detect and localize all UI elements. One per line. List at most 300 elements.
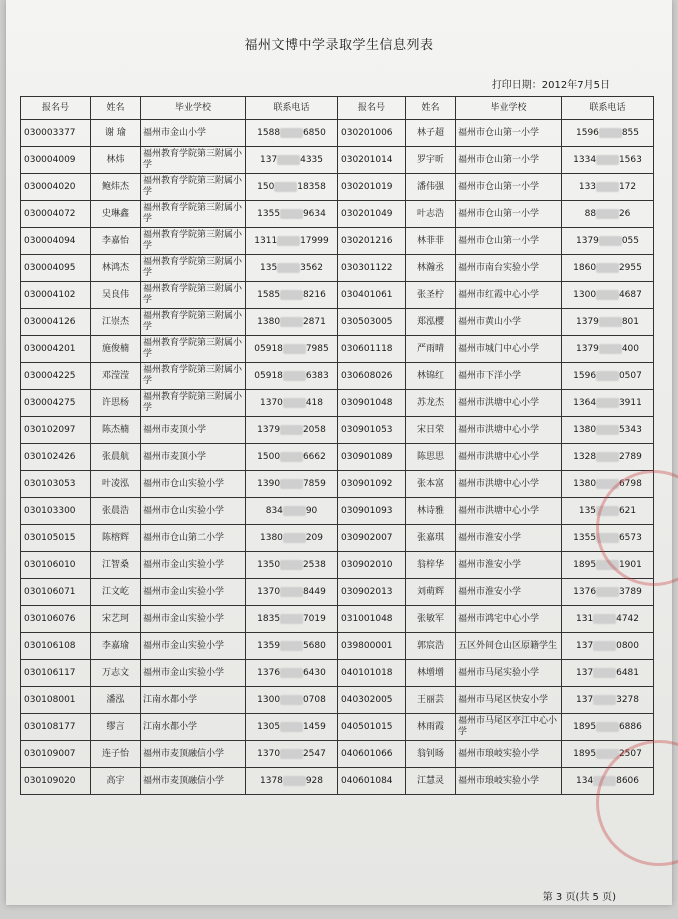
table-row <box>21 687 654 714</box>
phone-prefix: 834 <box>265 505 283 516</box>
student-name-cell: 史琳鑫 <box>91 201 141 228</box>
phone-redaction <box>596 209 619 219</box>
school-cell: 福州市仓山实验小学 <box>141 471 246 498</box>
phone-prefix: 1379 <box>576 316 599 327</box>
student-name-cell: 张晨浩 <box>91 498 141 525</box>
school-cell: 福州市马尾实验小学 <box>456 660 562 687</box>
phone-suffix: 3911 <box>618 397 642 408</box>
phone-suffix: 2507 <box>618 748 642 759</box>
phone-prefix: 133 <box>578 181 597 192</box>
phone-prefix: 1370 <box>257 586 281 597</box>
phone-cell <box>562 309 654 336</box>
school-cell: 福州市麦顶小学 <box>141 417 246 444</box>
school-cell: 福州市麦顶融信小学 <box>141 741 246 768</box>
phone-redaction <box>280 479 303 489</box>
school-cell: 福州市黄山小学 <box>456 309 562 336</box>
phone-redaction <box>280 209 303 219</box>
phone-redaction <box>280 128 303 138</box>
student-name-cell: 邓滢滢 <box>91 363 141 390</box>
student-name-cell: 陈杰楠 <box>91 417 141 444</box>
phone-cell <box>246 579 338 606</box>
table-row <box>21 606 654 633</box>
page-indicator: 第 3 页(共 5 页) <box>542 892 616 903</box>
phone-prefix: 1895 <box>573 559 597 570</box>
phone-cell <box>246 201 338 228</box>
student-name-cell: 郑泓樱 <box>406 309 456 336</box>
student-name-cell: 罗宇昕 <box>406 147 456 174</box>
student-name-cell: 江智桑 <box>91 552 141 579</box>
student-id-cell: 030901092 <box>338 471 406 498</box>
student-name-cell: 施俊楠 <box>91 336 141 363</box>
phone-suffix: 8216 <box>302 289 326 300</box>
student-id-cell: 030201019 <box>338 174 406 201</box>
phone-prefix: 1379 <box>257 424 281 435</box>
phone-prefix: 1376 <box>257 667 281 678</box>
phone-suffix: 6798 <box>618 478 642 489</box>
phone-suffix: 7019 <box>302 613 326 624</box>
student-id-cell: 030102426 <box>21 444 91 471</box>
phone-prefix: 1596 <box>576 127 599 138</box>
student-id-cell: 030902010 <box>338 552 406 579</box>
phone-suffix: 2789 <box>618 451 642 462</box>
school-cell: 福州市城门中心小学 <box>456 336 562 363</box>
phone-redaction <box>277 155 300 165</box>
phone-suffix: 1563 <box>618 154 642 165</box>
student-name-cell: 叶志浩 <box>406 201 456 228</box>
phone-redaction <box>283 371 306 381</box>
phone-redaction <box>593 695 616 705</box>
school-cell: 福州教育学院第三附属小学 <box>141 174 246 201</box>
student-id-cell: 030109007 <box>21 741 91 768</box>
phone-cell <box>246 768 338 795</box>
phone-redaction <box>596 452 619 462</box>
phone-redaction <box>280 722 303 732</box>
student-id-cell: 030004095 <box>21 255 91 282</box>
header-school: 毕业学校 <box>456 97 562 120</box>
phone-cell <box>246 147 338 174</box>
phone-suffix: 4742 <box>616 613 639 624</box>
student-name-cell: 江慧灵 <box>406 768 456 795</box>
phone-cell <box>562 336 654 363</box>
table-row <box>21 579 654 606</box>
phone-cell <box>246 687 338 714</box>
table-row <box>21 363 654 390</box>
student-name-cell: 郭宸浩 <box>406 633 456 660</box>
table-row <box>21 336 654 363</box>
phone-suffix: 4335 <box>300 154 323 165</box>
phone-cell <box>246 471 338 498</box>
phone-cell <box>562 390 654 417</box>
phone-redaction <box>283 776 306 786</box>
student-name-cell: 林子超 <box>406 120 456 147</box>
phone-prefix: 1376 <box>573 586 597 597</box>
student-name-cell: 许思杨 <box>91 390 141 417</box>
school-cell: 福州市金山实验小学 <box>141 552 246 579</box>
phone-prefix: 135 <box>578 505 597 516</box>
phone-prefix: 137 <box>260 154 278 165</box>
student-id-cell: 030901048 <box>338 390 406 417</box>
phone-prefix: 1596 <box>573 370 597 381</box>
header-phone: 联系电话 <box>246 97 338 120</box>
student-id-cell: 039800001 <box>338 633 406 660</box>
phone-cell <box>246 282 338 309</box>
school-cell: 福州市淮安小学 <box>456 525 562 552</box>
phone-redaction <box>599 344 622 354</box>
school-cell: 福州市仓山实验小学 <box>141 498 246 525</box>
phone-cell <box>246 525 338 552</box>
phone-cell <box>246 417 338 444</box>
school-cell: 福州市金山小学 <box>141 120 246 147</box>
school-cell: 福州市淮安小学 <box>456 579 562 606</box>
phone-redaction <box>596 155 619 165</box>
student-name-cell: 翁梓华 <box>406 552 456 579</box>
header-id: 报名号 <box>338 97 406 120</box>
school-cell: 福州教育学院第三附属小学 <box>141 228 246 255</box>
student-id-cell: 030003377 <box>21 120 91 147</box>
school-cell: 福州市琅岐实验小学 <box>456 741 562 768</box>
student-name-cell: 江文屹 <box>91 579 141 606</box>
phone-redaction <box>593 668 616 678</box>
student-id-cell: 030106108 <box>21 633 91 660</box>
student-id-cell: 030103300 <box>21 498 91 525</box>
phone-suffix: 0708 <box>302 694 326 705</box>
phone-prefix: 1380 <box>260 532 283 543</box>
phone-cell <box>246 552 338 579</box>
phone-cell <box>562 714 654 741</box>
school-cell: 福州教育学院第三附属小学 <box>141 282 246 309</box>
phone-prefix: 1300 <box>257 694 281 705</box>
student-name-cell: 李嘉瑜 <box>91 633 141 660</box>
table-row <box>21 660 654 687</box>
phone-prefix: 1370 <box>257 748 281 759</box>
school-cell: 福州市金山实验小学 <box>141 633 246 660</box>
student-id-cell: 030901093 <box>338 498 406 525</box>
student-name-cell: 张敏军 <box>406 606 456 633</box>
phone-suffix: 3789 <box>618 586 642 597</box>
student-name-cell: 陈思思 <box>406 444 456 471</box>
phone-prefix: 88 <box>584 208 597 219</box>
table-row <box>21 741 654 768</box>
phone-suffix: 3278 <box>616 694 639 705</box>
students-table <box>20 96 654 795</box>
table-row <box>21 633 654 660</box>
student-id-cell: 030102097 <box>21 417 91 444</box>
phone-prefix: 135 <box>260 262 278 273</box>
phone-cell <box>246 606 338 633</box>
student-name-cell: 张晨航 <box>91 444 141 471</box>
phone-suffix: 26 <box>618 208 631 219</box>
phone-suffix: 8606 <box>616 775 639 786</box>
student-id-cell: 030108001 <box>21 687 91 714</box>
student-id-cell: 030201006 <box>338 120 406 147</box>
phone-suffix: 209 <box>305 532 323 543</box>
phone-prefix: 1860 <box>573 262 597 273</box>
school-cell: 福州市洪塘中心小学 <box>456 444 562 471</box>
phone-prefix: 1380 <box>573 478 597 489</box>
school-cell: 福州市下洋小学 <box>456 363 562 390</box>
school-cell: 福州市仓山第一小学 <box>456 147 562 174</box>
student-id-cell: 030201216 <box>338 228 406 255</box>
phone-redaction <box>280 560 303 570</box>
phone-cell <box>562 147 654 174</box>
school-cell: 福州教育学院第三附属小学 <box>141 309 246 336</box>
phone-cell <box>562 174 654 201</box>
student-id-cell: 030106117 <box>21 660 91 687</box>
student-name-cell: 李嘉怡 <box>91 228 141 255</box>
phone-cell <box>562 687 654 714</box>
phone-prefix: 1500 <box>257 451 281 462</box>
student-name-cell: 林菲菲 <box>406 228 456 255</box>
school-cell: 福州教育学院第三附属小学 <box>141 147 246 174</box>
phone-prefix: 150 <box>257 181 275 192</box>
table-row <box>21 201 654 228</box>
phone-suffix: 7985 <box>305 343 329 354</box>
phone-redaction <box>596 182 619 192</box>
student-name-cell: 谢 瑜 <box>91 120 141 147</box>
student-id-cell: 040101018 <box>338 660 406 687</box>
phone-redaction <box>599 128 622 138</box>
phone-suffix: 2547 <box>302 748 326 759</box>
phone-suffix: 1459 <box>302 721 326 732</box>
phone-cell <box>246 228 338 255</box>
school-cell: 福州市麦顶融信小学 <box>141 768 246 795</box>
student-id-cell: 030401061 <box>338 282 406 309</box>
phone-suffix: 90 <box>305 505 318 516</box>
table-header-row <box>21 97 654 120</box>
phone-redaction <box>280 749 303 759</box>
print-date: 打印日期：2012年7月5日 <box>491 80 610 91</box>
phone-suffix: 7859 <box>302 478 326 489</box>
phone-suffix: 172 <box>618 181 637 192</box>
phone-cell <box>246 633 338 660</box>
table-row <box>21 471 654 498</box>
phone-prefix: 1350 <box>257 559 281 570</box>
student-id-cell: 030105015 <box>21 525 91 552</box>
phone-redaction <box>596 263 619 273</box>
school-cell: 福州市红霞中心小学 <box>456 282 562 309</box>
student-id-cell: 030106071 <box>21 579 91 606</box>
school-cell: 福州市仓山第一小学 <box>456 228 562 255</box>
phone-redaction <box>280 317 303 327</box>
student-name-cell: 叶凌泓 <box>91 471 141 498</box>
student-name-cell: 张圣柠 <box>406 282 456 309</box>
school-cell: 福州市仓山第一小学 <box>456 174 562 201</box>
phone-suffix: 0507 <box>618 370 642 381</box>
phone-suffix: 2058 <box>302 424 326 435</box>
phone-cell <box>562 633 654 660</box>
phone-redaction <box>280 587 303 597</box>
phone-cell <box>246 390 338 417</box>
phone-prefix: 137 <box>576 640 594 651</box>
phone-prefix: 1300 <box>573 289 597 300</box>
student-id-cell: 030004009 <box>21 147 91 174</box>
phone-redaction <box>274 182 297 192</box>
student-id-cell: 030106010 <box>21 552 91 579</box>
school-cell: 福州市马尾区快安小学 <box>456 687 562 714</box>
phone-prefix: 1378 <box>260 775 283 786</box>
phone-cell <box>562 255 654 282</box>
phone-suffix: 5680 <box>302 640 326 651</box>
phone-cell <box>562 282 654 309</box>
phone-redaction <box>277 236 300 246</box>
phone-redaction <box>283 533 306 543</box>
phone-prefix: 1390 <box>257 478 281 489</box>
student-id-cell: 030902013 <box>338 579 406 606</box>
school-cell: 福州市洪塘中心小学 <box>456 471 562 498</box>
phone-suffix: 928 <box>305 775 323 786</box>
phone-prefix: 1585 <box>257 289 281 300</box>
student-id-cell: 030004072 <box>21 201 91 228</box>
student-name-cell: 鲍炜杰 <box>91 174 141 201</box>
student-name-cell: 吴良伟 <box>91 282 141 309</box>
student-id-cell: 031001048 <box>338 606 406 633</box>
phone-suffix: 2955 <box>618 262 642 273</box>
phone-suffix: 6430 <box>302 667 326 678</box>
phone-cell <box>562 660 654 687</box>
table-row <box>21 309 654 336</box>
phone-redaction <box>283 398 306 408</box>
school-cell: 福州教育学院第三附属小学 <box>141 255 246 282</box>
student-id-cell: 030004225 <box>21 363 91 390</box>
phone-prefix: 1895 <box>573 721 597 732</box>
school-cell: 江南水都小学 <box>141 714 246 741</box>
phone-suffix: 17999 <box>300 235 329 246</box>
phone-prefix: 131 <box>576 613 594 624</box>
phone-cell <box>246 120 338 147</box>
table-row <box>21 525 654 552</box>
phone-suffix: 6573 <box>618 532 642 543</box>
student-name-cell: 张本富 <box>406 471 456 498</box>
phone-prefix: 1379 <box>576 235 599 246</box>
table-row <box>21 417 654 444</box>
phone-cell <box>562 363 654 390</box>
student-name-cell: 宋日荣 <box>406 417 456 444</box>
school-cell: 福州市麦顶小学 <box>141 444 246 471</box>
student-name-cell: 缪言 <box>91 714 141 741</box>
phone-redaction <box>596 722 619 732</box>
phone-prefix: 1334 <box>573 154 597 165</box>
student-name-cell: 潘泓 <box>91 687 141 714</box>
header-name: 姓名 <box>91 97 141 120</box>
phone-suffix: 8449 <box>302 586 326 597</box>
phone-suffix: 855 <box>621 127 639 138</box>
student-id-cell: 030004020 <box>21 174 91 201</box>
student-name-cell: 林诗雅 <box>406 498 456 525</box>
phone-suffix: 6383 <box>305 370 329 381</box>
student-name-cell: 江崇杰 <box>91 309 141 336</box>
phone-redaction <box>280 425 303 435</box>
phone-cell <box>562 444 654 471</box>
phone-suffix: 18358 <box>297 181 326 192</box>
phone-suffix: 5343 <box>618 424 642 435</box>
school-cell: 江南水都小学 <box>141 687 246 714</box>
phone-suffix: 6886 <box>618 721 642 732</box>
phone-cell <box>246 255 338 282</box>
phone-cell <box>246 336 338 363</box>
phone-suffix: 9634 <box>302 208 326 219</box>
header-school: 毕业学校 <box>141 97 246 120</box>
student-id-cell: 030901089 <box>338 444 406 471</box>
phone-prefix: 137 <box>576 667 594 678</box>
phone-redaction <box>596 290 619 300</box>
student-id-cell: 030106076 <box>21 606 91 633</box>
phone-suffix: 6662 <box>302 451 326 462</box>
school-cell: 福州教育学院第三附属小学 <box>141 201 246 228</box>
school-cell: 福州教育学院第三附属小学 <box>141 363 246 390</box>
school-cell: 福州市南台实验小学 <box>456 255 562 282</box>
student-id-cell: 030301122 <box>338 255 406 282</box>
phone-redaction <box>593 614 616 624</box>
phone-prefix: 134 <box>576 775 594 786</box>
phone-suffix: 6481 <box>616 667 639 678</box>
school-cell: 福州市洪塘中心小学 <box>456 390 562 417</box>
student-name-cell: 高宇 <box>91 768 141 795</box>
phone-cell <box>562 120 654 147</box>
phone-suffix: 6850 <box>302 127 326 138</box>
phone-prefix: 1355 <box>573 532 597 543</box>
student-id-cell: 030503005 <box>338 309 406 336</box>
phone-cell <box>246 174 338 201</box>
student-name-cell: 刘萌辉 <box>406 579 456 606</box>
student-id-cell: 030004102 <box>21 282 91 309</box>
phone-cell <box>562 228 654 255</box>
phone-prefix: 1588 <box>257 127 281 138</box>
student-name-cell: 林瀚丞 <box>406 255 456 282</box>
phone-suffix: 418 <box>305 397 323 408</box>
student-id-cell: 040601066 <box>338 741 406 768</box>
school-cell: 福州市淮安小学 <box>456 552 562 579</box>
phone-suffix: 400 <box>621 343 639 354</box>
phone-redaction <box>599 236 622 246</box>
phone-suffix: 621 <box>618 505 637 516</box>
table-row <box>21 282 654 309</box>
student-name-cell: 万志文 <box>91 660 141 687</box>
table-row <box>21 174 654 201</box>
student-name-cell: 宋艺珂 <box>91 606 141 633</box>
student-name-cell: 林炜 <box>91 147 141 174</box>
student-id-cell: 040302005 <box>338 687 406 714</box>
table-row <box>21 714 654 741</box>
school-cell: 福州市鸿宅中心小学 <box>456 606 562 633</box>
phone-redaction <box>283 344 306 354</box>
student-id-cell: 030201049 <box>338 201 406 228</box>
student-name-cell: 苏龙杰 <box>406 390 456 417</box>
student-id-cell: 030004126 <box>21 309 91 336</box>
student-id-cell: 030004201 <box>21 336 91 363</box>
phone-prefix: 137 <box>576 694 594 705</box>
table-row <box>21 228 654 255</box>
student-id-cell: 030601118 <box>338 336 406 363</box>
phone-prefix: 1305 <box>257 721 281 732</box>
table-row <box>21 552 654 579</box>
phone-suffix: 1901 <box>618 559 642 570</box>
phone-prefix: 1895 <box>573 748 597 759</box>
phone-prefix: 05918 <box>254 370 283 381</box>
student-name-cell: 严雨晴 <box>406 336 456 363</box>
school-cell: 福州市琅岐实验小学 <box>456 768 562 795</box>
phone-suffix: 3562 <box>300 262 323 273</box>
student-id-cell: 040601084 <box>338 768 406 795</box>
student-id-cell: 030108177 <box>21 714 91 741</box>
phone-prefix: 1359 <box>257 640 281 651</box>
student-id-cell: 030103053 <box>21 471 91 498</box>
phone-prefix: 1355 <box>257 208 281 219</box>
school-cell: 福州市金山实验小学 <box>141 606 246 633</box>
table-row <box>21 444 654 471</box>
student-id-cell: 030902007 <box>338 525 406 552</box>
phone-cell <box>246 309 338 336</box>
table-row <box>21 768 654 795</box>
